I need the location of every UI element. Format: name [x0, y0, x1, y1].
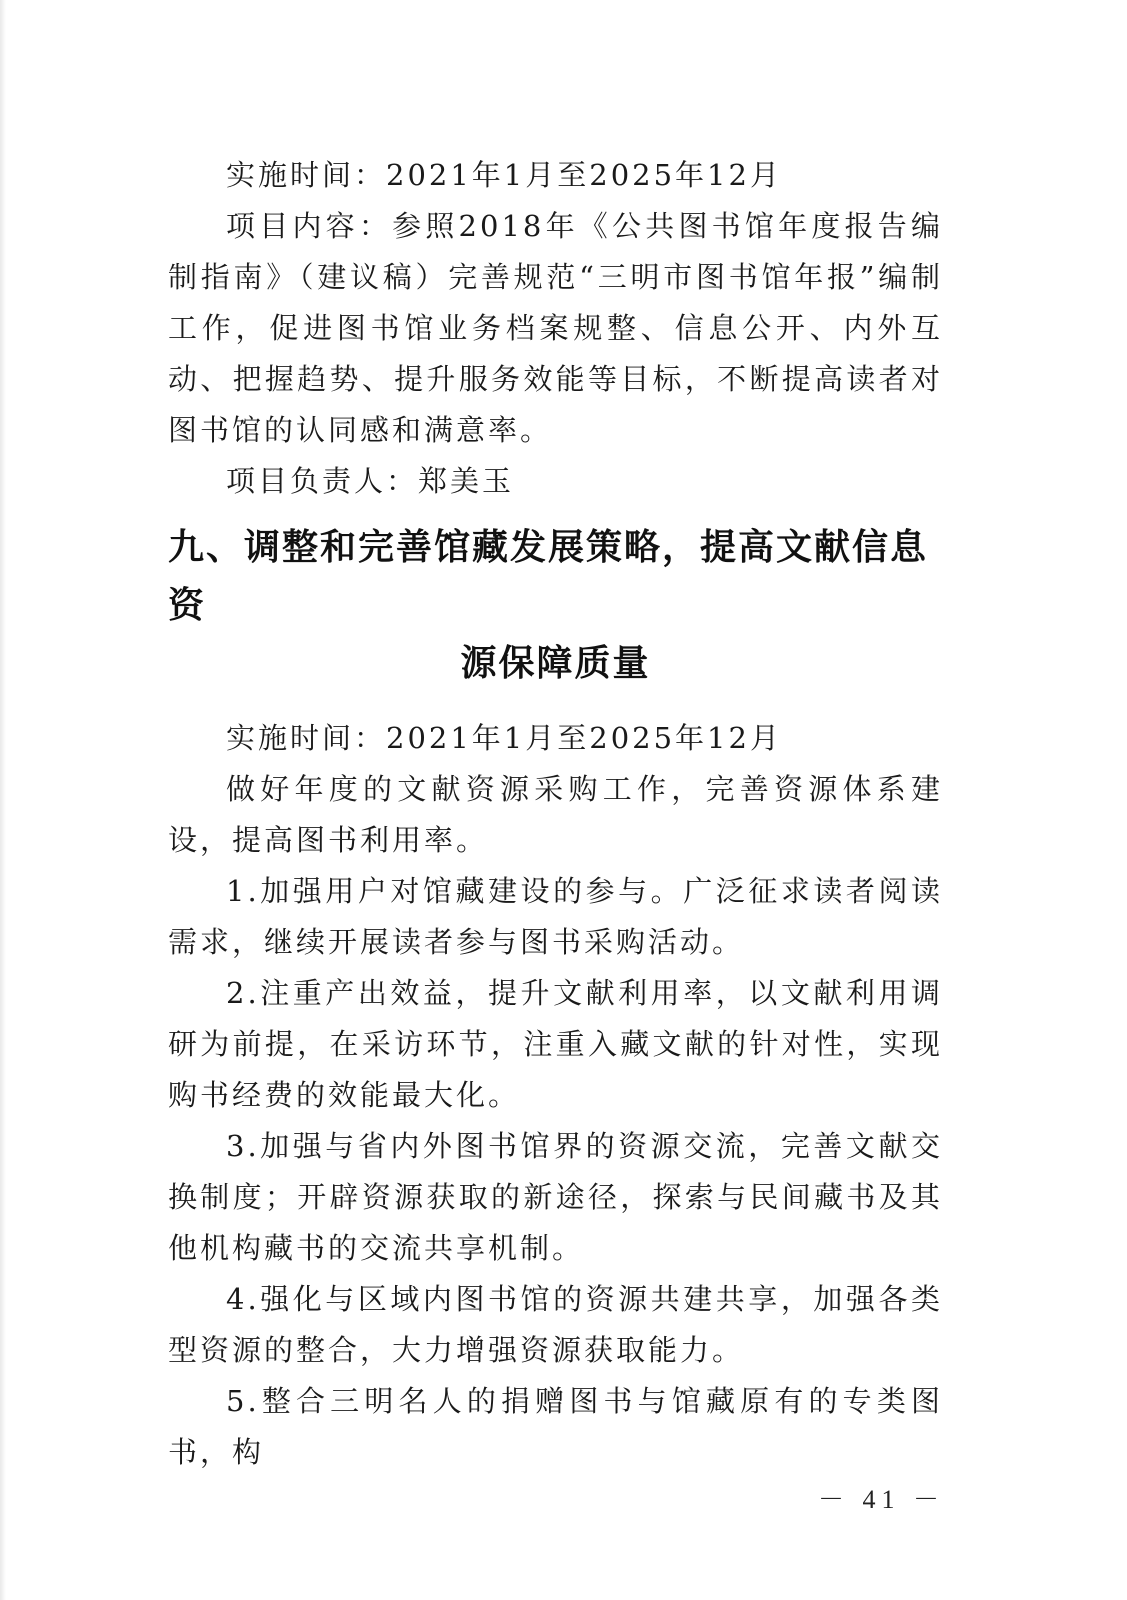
list-item-4: 4.强化与区域内图书馆的资源共建共享，加强各类型资源的整合，大力增强资源获取能力。: [168, 1282, 943, 1367]
scan-edge-shadow: [0, 0, 6, 1600]
list-item-5: 5.整合三明名人的捐赠图书与馆藏原有的专类图书，构: [168, 1384, 943, 1469]
page-content: [168, 150, 943, 1478]
procurement-paragraph: 做好年度的文献资源采购工作，完善资源体系建设，提高图书利用率。: [168, 772, 943, 857]
section-heading-line-2: 源保障质量: [460, 643, 651, 684]
project-content-paragraph: 项目内容：参照2018年《公共图书馆年度报告编制指南》（建议稿）完善规范“三明市图书馆年报”编制工作，促进图书馆业务档案规整、信息公开、内外互动、把握趋势、提升服务效能等目标，不断提高读者对图书馆的认同感和满意率。: [168, 209, 943, 447]
list-item-3: 3.加强与省内外图书馆界的资源交流，完善文献交换制度；开辟资源获取的新途径，探索与民间藏书及其他机构藏书的交流共享机制。: [168, 1129, 943, 1265]
list-item-2: 2.注重产出效益，提升文献利用率，以文献利用调研为前提，在采访环节，注重入藏文献的针对性，实现购书经费的效能最大化。: [168, 976, 943, 1112]
implementation-time-1: 实施时间：2021年1月至2025年12月: [226, 158, 782, 192]
section-heading: [168, 519, 943, 693]
page-number: － 41 －: [817, 1485, 945, 1514]
section-heading-line-1: 九、调整和完善馆藏发展策略，提高文献信息资: [168, 527, 929, 626]
implementation-time-2: 实施时间：2021年1月至2025年12月: [226, 721, 782, 755]
project-lead: 项目负责人：郑美玉: [226, 464, 515, 498]
list-item-1: 1.加强用户对馆藏建设的参与。广泛征求读者阅读需求，继续开展读者参与图书采购活动。: [168, 874, 943, 959]
